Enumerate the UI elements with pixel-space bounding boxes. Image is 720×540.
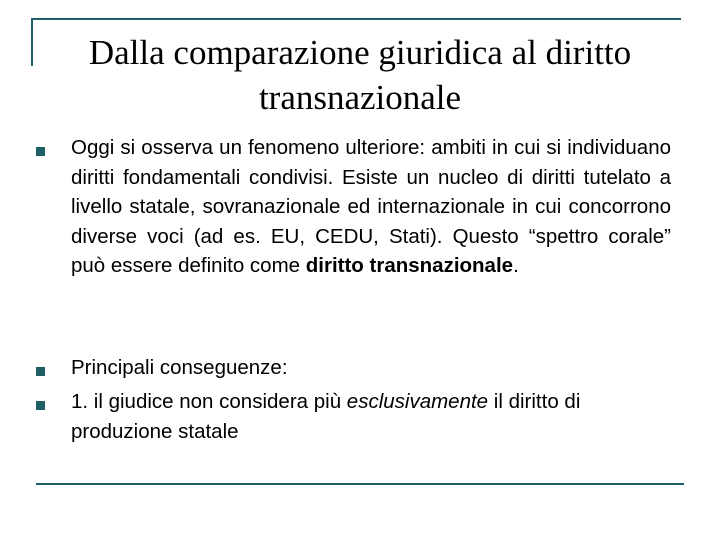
bullet-3-start: 1. il giudice non considera più — [71, 390, 347, 413]
bullet-3-end: il diritto di produzione statale — [71, 390, 581, 443]
bullet-marker-3 — [36, 401, 45, 410]
bullet-1-plain-text: Oggi si osserva un fenomeno ulteriore: ambiti in cui si individuano diritti fondamentali condivisi. Esiste un nucleo di diritti tutelato a livello statale, sovranazionale ed internazionale in cui concorrono diverse voci (ad es. EU, CEDU, Stati). Questo “spettro corale” può essere definito come — [71, 136, 671, 277]
slide-title-line-2: transnazionale — [258, 78, 462, 117]
bullet-3-italic-word: esclusivamente — [346, 390, 489, 413]
slide-title-line-1: Dalla comparazione giuridica al diritto — [88, 33, 632, 72]
title-frame-vertical-line — [31, 18, 33, 66]
bullet-1-bold-term: diritto transnazionale — [305, 254, 514, 277]
title-frame-horizontal-line — [31, 18, 681, 20]
bullet-1-end: . — [513, 254, 519, 277]
bullet-text-2: Principali conseguenze: — [71, 356, 288, 379]
bullet-marker-1 — [36, 147, 45, 156]
bullet-text-3 — [71, 387, 671, 446]
bullet-text-1 — [71, 133, 671, 281]
slide-title — [40, 30, 680, 120]
bottom-divider-line — [36, 483, 684, 485]
bullet-marker-2 — [36, 367, 45, 376]
